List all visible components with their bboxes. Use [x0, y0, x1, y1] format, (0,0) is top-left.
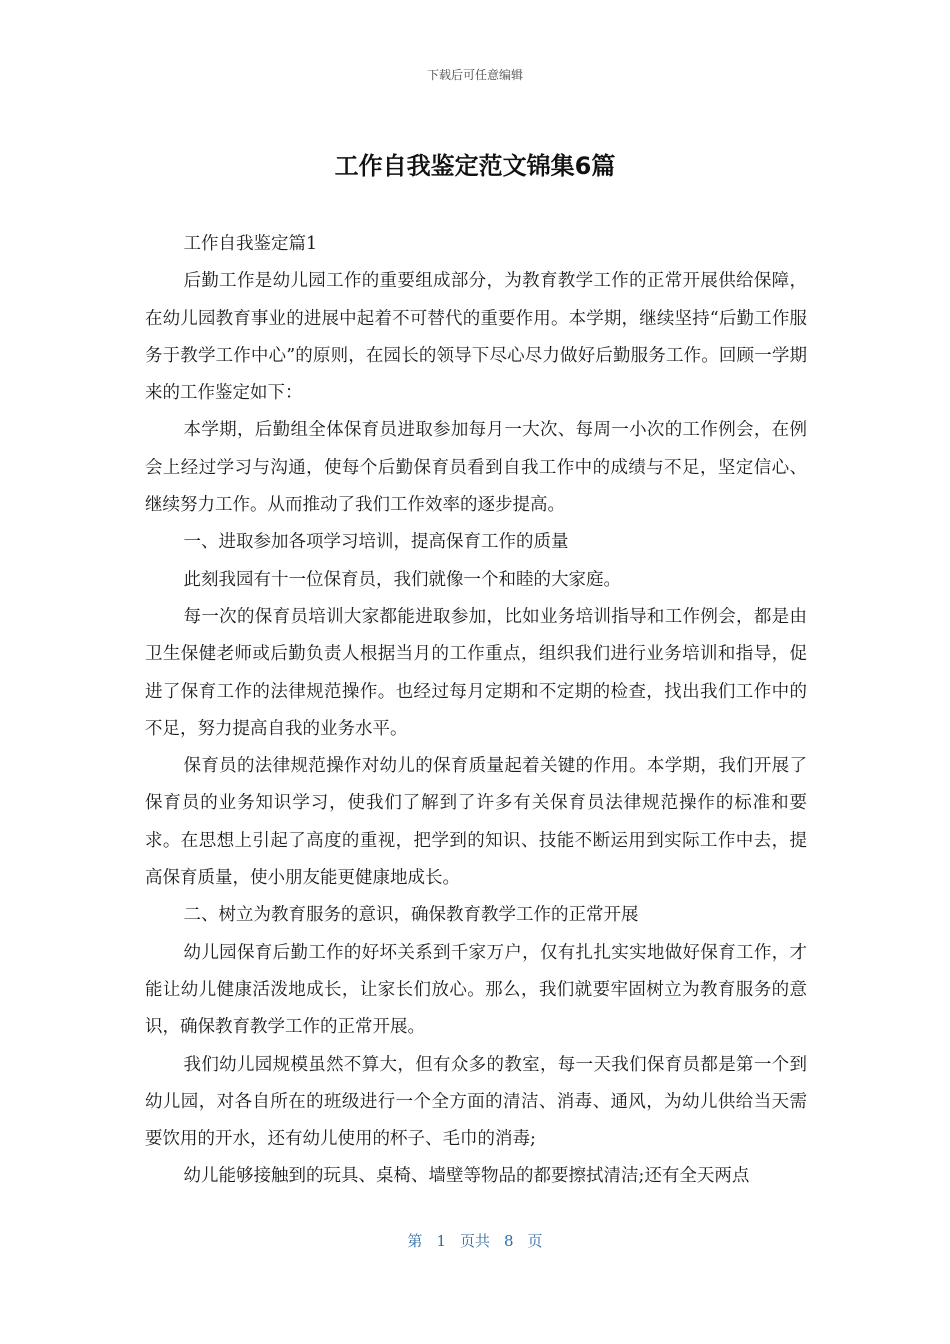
page-header-note: 下载后可任意编辑 [426, 68, 523, 82]
footer-suffix: 页 [527, 1232, 543, 1250]
body-paragraph: 我们幼儿园规模虽然不算大，但有众多的教室，每一天我们保育员都是第一个到幼儿园，对各自所在的班级进行一个全方面的清洁、消毒、通风，为幼儿供给当天需要饮用的开水，还有幼儿使用的杯子、毛巾的消毒; [145, 1054, 807, 1150]
current-page-number: 1 [436, 1232, 446, 1250]
footer-middle: 页共 [459, 1232, 490, 1250]
page-number-footer [0, 1230, 950, 1252]
body-paragraph: 后勤工作是幼儿园工作的重要组成部分，为教育教学工作的正常开展供给保障，在幼儿园教育事业的进展中起着不可替代的重要作用。本学期，继续坚持“后勤工作服务于教学工作中心”的原则，在园长的领导下尽心尽力做好后勤服务工作。回顾一学期来的工作鉴定如下： [145, 271, 807, 404]
body-paragraph: 保育员的法律规范操作对幼儿的保育质量起着关键的作用。本学期，我们开展了保育员的业务知识学习，使我们了解到了许多有关保育员法律规范操作的标准和要求。在思想上引起了高度的重视，把学到的知识、技能不断运用到实际工作中去，提高保育质量，使小朋友能更健康地成长。 [145, 756, 807, 889]
total-pages-number: 8 [504, 1232, 514, 1250]
section-heading: 工作自我鉴定篇1 [183, 234, 318, 254]
body-paragraph: 幼儿园保育后勤工作的好坏关系到千家万户，仅有扎扎实实地做好保育工作，才能让幼儿健康活泼地成长，让家长们放心。那么，我们就要牢固树立为教育服务的意识，确保教育教学工作的正常开展。 [145, 942, 807, 1038]
subsection-heading: 二、树立为教育服务的意识，确保教育教学工作的正常开展 [183, 905, 639, 926]
body-paragraph: 幼儿能够接触到的玩具、桌椅、墙壁等物品的都要擦拭清洁;还有全天两点 [183, 1166, 750, 1187]
document-title: 工作自我鉴定范文锦集6篇 [334, 152, 616, 180]
document-body [145, 226, 807, 1196]
body-paragraph: 此刻我园有十一位保育员，我们就像一个和睦的大家庭。 [183, 569, 621, 590]
body-paragraph: 每一次的保育员培训大家都能进取参加，比如业务培训指导和工作例会，都是由卫生保健老师或后勤负责人根据当月的工作重点，组织我们进行业务培训和指导，促进了保育工作的法律规范操作。也经过每月定期和不定期的检查，找出我们工作中的不足，努力提高自我的业务水平。 [145, 606, 807, 739]
subsection-heading: 一、进取参加各项学习培训，提高保育工作的质量 [183, 532, 569, 553]
body-paragraph: 本学期，后勤组全体保育员进取参加每月一大次、每周一小次的工作例会，在例会上经过学习与沟通，使每个后勤保育员看到自我工作中的成绩与不足，坚定信心、继续努力工作。从而推动了我们工作效率的逐步提高。 [145, 420, 807, 516]
footer-prefix: 第 [407, 1232, 423, 1250]
